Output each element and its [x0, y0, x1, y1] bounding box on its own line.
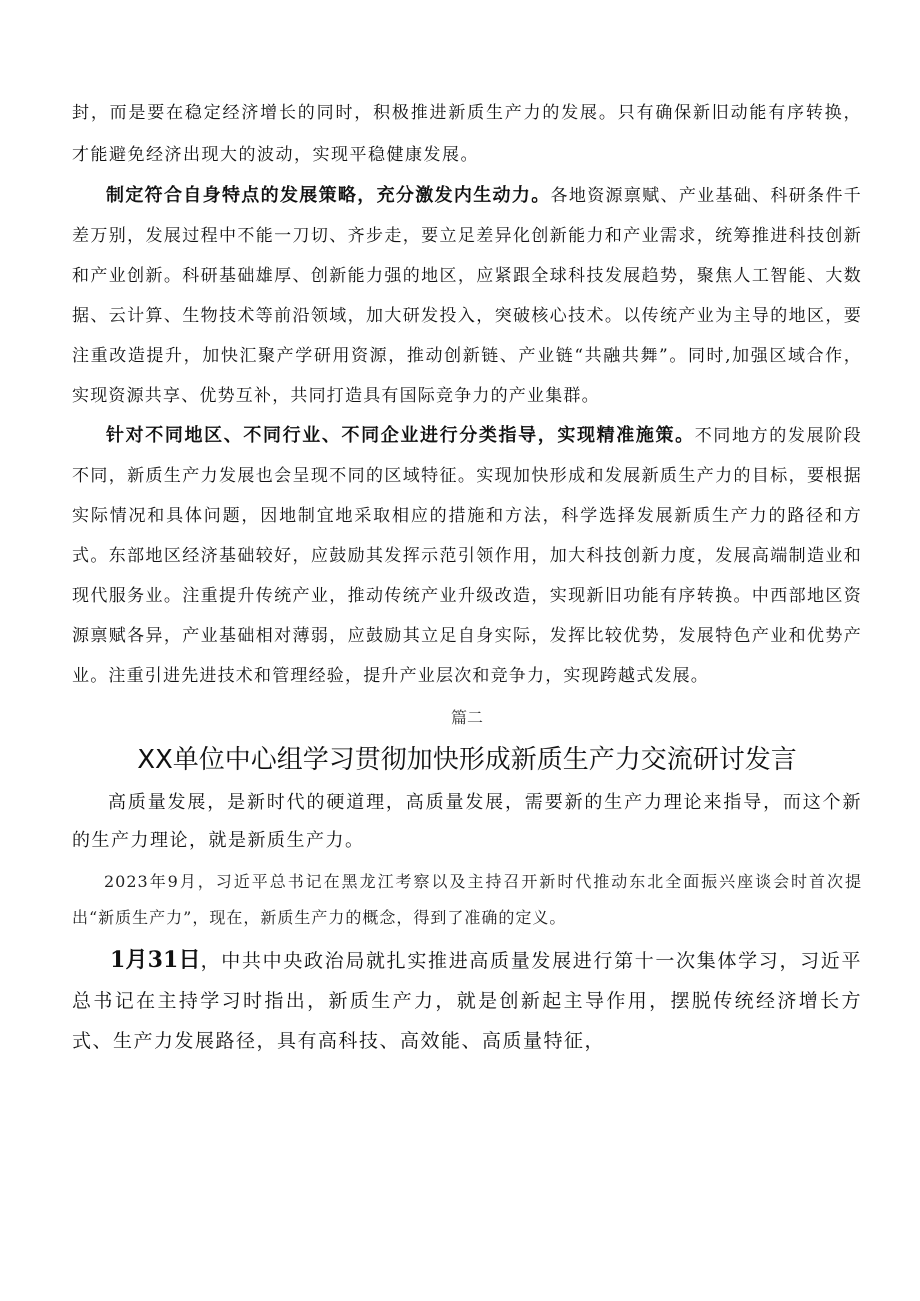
- paragraph-lead-sentence: 针对不同地区、不同行业、不同企业进行分类指导，实现精准施策。: [106, 425, 695, 446]
- paragraph-classified-guidance: [72, 416, 862, 696]
- paragraph-development-strategy: [72, 176, 862, 416]
- section-label: 篇二: [450, 708, 483, 727]
- paragraph-continuation: 封，而是要在稳定经济增长的同时，积极推进新质生产力的发展。只有确保新旧动能有序转换，才能避免经济出现大的波动，实现平稳健康发展。: [72, 103, 862, 165]
- paragraph-body-text: 不同地方的发展阶段不同，新质生产力发展也会呈现不同的区域特征。实现加快形成和发展新质生产力的目标，要根据实际情况和具体问题，因地制宜地采取相应的措施和方法，科学选择发展新质生产力的路径和方式。东部地区经济基础较好，应鼓励其发挥示范引领作用，加大科技创新力度，发展高端制造业和现代服务业。注重提升传统产业，推动传统产业升级改造，实现新旧功能有序转换。中西部地区资源禀赋各异，产业基础相对薄弱，应鼓励其立足自身实际，发挥比较优势，发展特色产业和优势产业。注重引进先进技术和管理经验，提升产业层次和竞争力，实现跨越式发展。: [72, 426, 862, 686]
- date-text: 1月31日: [110, 947, 201, 973]
- paragraph-body-text: ，中共中央政治局就扎实推进高质量发展进行第十一次集体学习，习近平总书记在主持学习时指出，新质生产力，就是创新起主导作用，摆脱传统经济增长方式、生产力发展路径，具有高科技、高效能、高质量特征，: [72, 950, 862, 1052]
- article-title: XX单位中心组学习贯彻加快形成新质生产力交流研讨发言: [137, 745, 797, 775]
- paragraph-body-text: 各地资源禀赋、产业基础、科研条件千差万别，发展过程中不能一刀切、齐步走，要立足差异化创新能力和产业需求，统筹推进科技创新和产业创新。科研基础雄厚、创新能力强的地区，应紧跟全球科技发展趋势，聚焦人工智能、大数据、云计算、生物技术等前沿领域，加大研发投入，突破核心技术。以传统产业为主导的地区，要注重改造提升，加快汇聚产学研用资源，推动创新链、产业链“共融共舞”。同时,加强区域合作，实现资源共享、优势互补，共同打造具有国际竞争力的产业集群。: [72, 186, 862, 406]
- article-paragraph-2023: 2023年9月，习近平总书记在黑龙江考察以及主持召开新时代推动东北全面振兴座谈会时首次提出“新质生产力”，现在，新质生产力的概念，得到了准确的定义。: [72, 872, 862, 927]
- paragraph-lead-sentence: 制定符合自身特点的发展策略，充分激发内生动力。: [106, 185, 551, 206]
- article-intro-paragraph: 高质量发展，是新时代的硬道理，高质量发展，需要新的生产力理论来指导，而这个新的生产力理论，就是新质生产力。: [72, 792, 862, 851]
- article-paragraph-jan31: [72, 940, 862, 1061]
